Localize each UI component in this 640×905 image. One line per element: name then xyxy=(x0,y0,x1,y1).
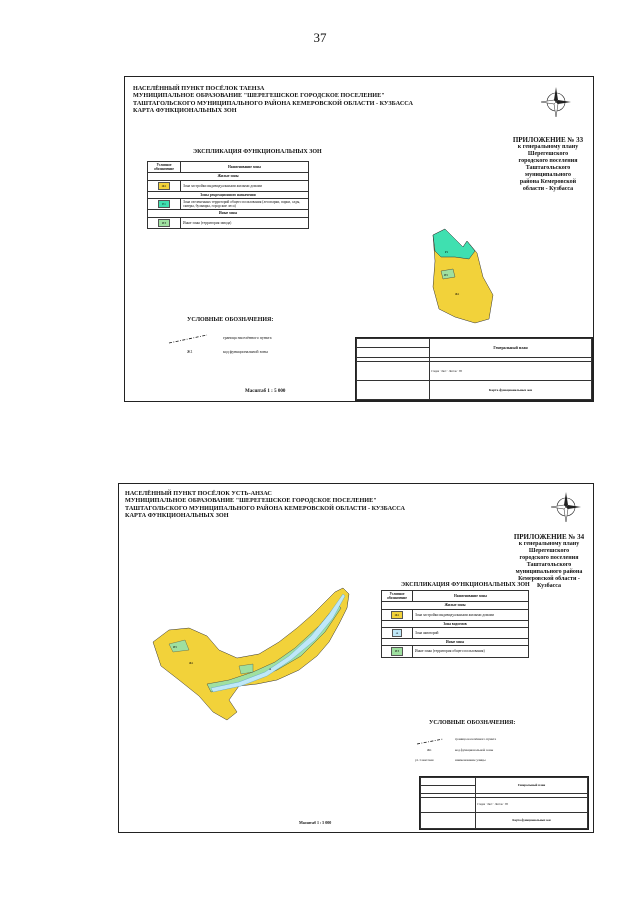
compass-rose-icon xyxy=(549,490,583,524)
appendix-title: ПРИЛОЖЕНИЕ № 33 xyxy=(512,136,584,144)
zone-label: Р1 xyxy=(445,250,449,254)
title-block: Генеральный план Стадия · Лист · Листов · ГП Карта функциональных зон xyxy=(355,337,593,401)
appendix-line: муниципального района xyxy=(515,569,583,575)
legend-text: Зона озелененных территорий общего пользования (лесопарки, парки, сады, скверы, бульвары, городские леса) xyxy=(181,199,309,210)
legend-text: Иные зоны (территория общего пользования) xyxy=(413,646,529,657)
condition-text: граница населённого пункта xyxy=(455,737,497,741)
map-area xyxy=(149,584,379,724)
header-line: НАСЕЛЁННЫЙ ПУНКТ ПОСЁЛОК УСТЬ-АНЗАС xyxy=(125,490,272,497)
legend-swatch: Р1 xyxy=(158,200,170,208)
legend-title: ЭКСПЛИКАЦИЯ ФУНКЦИОНАЛЬНЫХ ЗОН xyxy=(401,582,530,588)
legend-swatch: Ж1 xyxy=(391,611,404,619)
legend-section: Иные зоны xyxy=(148,210,309,217)
legend-swatch: ИЗ xyxy=(391,647,403,655)
title-block-col: Лист xyxy=(441,369,447,373)
sheet-header xyxy=(133,85,413,115)
conditions-title: УСЛОВНЫЕ ОБОЗНАЧЕНИЯ: xyxy=(429,720,516,726)
title-block-title: Генеральный план xyxy=(430,339,592,358)
legend-table xyxy=(381,590,529,658)
header-line: КАРТА ФУНКЦИОНАЛЬНЫХ ЗОН xyxy=(133,107,237,115)
title-block-col: Стадия xyxy=(431,369,439,373)
scale-label: Масштаб 1 : 5 000 xyxy=(299,820,332,825)
zone-residential xyxy=(153,588,349,720)
header-line: МУНИЦИПАЛЬНОЕ ОБРАЗОВАНИЕ "ШЕРЕГЕШСКОЕ ГОРОДСКОЕ ПОСЕЛЕНИЕ" xyxy=(133,92,385,100)
legend-header: Наименование зоны xyxy=(181,162,309,173)
appendix-line: муниципального xyxy=(525,172,571,178)
legend-table xyxy=(147,161,309,229)
zone-recreation xyxy=(433,229,475,259)
title-block-col: Стадия xyxy=(477,803,485,807)
legend-text: Зона застройки индивидуальными жилыми домами xyxy=(413,609,529,620)
appendix-line: Шерегешского xyxy=(528,548,570,554)
appendix-line: Шерегешского xyxy=(527,151,569,157)
legend-swatch: Ж1 xyxy=(158,182,171,190)
appendix-line: Таштагольского xyxy=(525,165,571,171)
legend-header: Условное обозначение xyxy=(148,162,181,173)
title-block-col: Лист xyxy=(487,803,493,807)
appendix-line: района Кемеровской xyxy=(519,179,577,185)
map-sheet-ust-anzas xyxy=(118,483,594,833)
condition-text: наименование улицы xyxy=(455,758,486,762)
boundary-symbol-icon xyxy=(415,736,445,746)
appendix-line: Кузбасса xyxy=(536,583,561,589)
zone-label: ИЗ xyxy=(444,273,448,277)
boundary-symbol-icon xyxy=(167,333,211,345)
title-block-subtitle: Карта функциональных зон xyxy=(430,381,592,400)
appendix-block xyxy=(505,137,591,193)
appendix-line: городского поселения xyxy=(518,158,578,164)
sheet-header xyxy=(125,490,405,520)
condition-text: граница населённого пункта xyxy=(223,335,272,340)
map-sheet-taenza xyxy=(124,76,594,402)
header-line: КАРТА ФУНКЦИОНАЛЬНЫХ ЗОН xyxy=(125,512,229,520)
legend-header: Наименование зоны xyxy=(413,591,529,602)
condition-symbol: ул. Советская xyxy=(415,758,434,762)
title-block-col: Листов xyxy=(448,369,457,373)
legend-section: Иные зоны xyxy=(382,639,529,646)
legend-section: Жилые зоны xyxy=(148,173,309,180)
legend-swatch: А xyxy=(392,629,402,637)
map-area xyxy=(425,217,505,327)
header-line: ТАШТАГОЛЬСКОГО МУНИЦИПАЛЬНОГО РАЙОНА КЕМЕРОВСКОЙ ОБЛАСТИ - КУЗБАССА xyxy=(125,504,405,512)
condition-symbol: Ж1 xyxy=(427,748,432,752)
title-block: Генеральный план Стадия · Лист · Листов · ГП Карта функциональных зон xyxy=(419,776,589,830)
zone-label: Ж1 xyxy=(189,661,194,665)
appendix-line: к генеральному плану xyxy=(517,144,579,150)
condition-symbol: Ж1 xyxy=(187,349,193,354)
appendix-line: городского поселения xyxy=(519,555,579,561)
legend-text: Иные зоны (территория завода) xyxy=(181,217,309,228)
title-block-col: Листов xyxy=(494,803,503,807)
header-line: НАСЕЛЁННЫЙ ПУНКТ ПОСЁЛОК ТАЕНЗА xyxy=(133,85,265,92)
legend-text: Зона застройки индивидуальными жилыми домами xyxy=(181,180,309,191)
legend-swatch: ИЗ xyxy=(158,219,170,227)
title-block-subtitle: Карта функциональных зон xyxy=(476,813,588,829)
appendix-title: ПРИЛОЖЕНИЕ № 34 xyxy=(513,533,585,541)
header-line: ТАШТАГОЛЬСКОГО МУНИЦИПАЛЬНОГО РАЙОНА КЕМЕРОВСКОЙ ОБЛАСТИ - КУЗБАССА xyxy=(133,99,413,107)
legend-section: Зоны рекреационного назначения xyxy=(148,191,309,198)
title-block-stage: ГП xyxy=(458,369,463,373)
appendix-line: области - Кузбасса xyxy=(522,186,574,192)
legend-header: Условное обозначение xyxy=(382,591,413,602)
legend-title: ЭКСПЛИКАЦИЯ ФУНКЦИОНАЛЬНЫХ ЗОН xyxy=(193,149,322,155)
legend-section: Зона водоемов xyxy=(382,620,529,627)
legend-section: Жилые зоны xyxy=(382,602,529,609)
appendix-line: Кемеровской области - xyxy=(518,576,580,582)
header-line: МУНИЦИПАЛЬНОЕ ОБРАЗОВАНИЕ "ШЕРЕГЕШСКОЕ ГОРОДСКОЕ ПОСЕЛЕНИЕ" xyxy=(125,497,377,505)
appendix-line: к генеральному плану xyxy=(518,541,580,547)
conditions-title: УСЛОВНЫЕ ОБОЗНАЧЕНИЯ: xyxy=(187,317,274,323)
compass-rose-icon xyxy=(539,85,573,119)
zone-label: Ж1 xyxy=(455,292,460,296)
appendix-line: Таштагольского xyxy=(526,562,572,568)
title-block-title: Генеральный план xyxy=(476,778,588,794)
zone-label: А xyxy=(269,667,272,671)
scale-label: Масштаб 1 : 5 000 xyxy=(245,389,286,394)
legend-text: Зона акваторий xyxy=(413,628,529,639)
page-number: 37 xyxy=(313,30,327,45)
title-block-stage: ГП xyxy=(504,803,509,807)
condition-text: код функциональной зоны xyxy=(223,349,268,354)
condition-text: код функциональной зоны xyxy=(455,748,494,752)
zone-label: ИЗ xyxy=(173,645,177,649)
